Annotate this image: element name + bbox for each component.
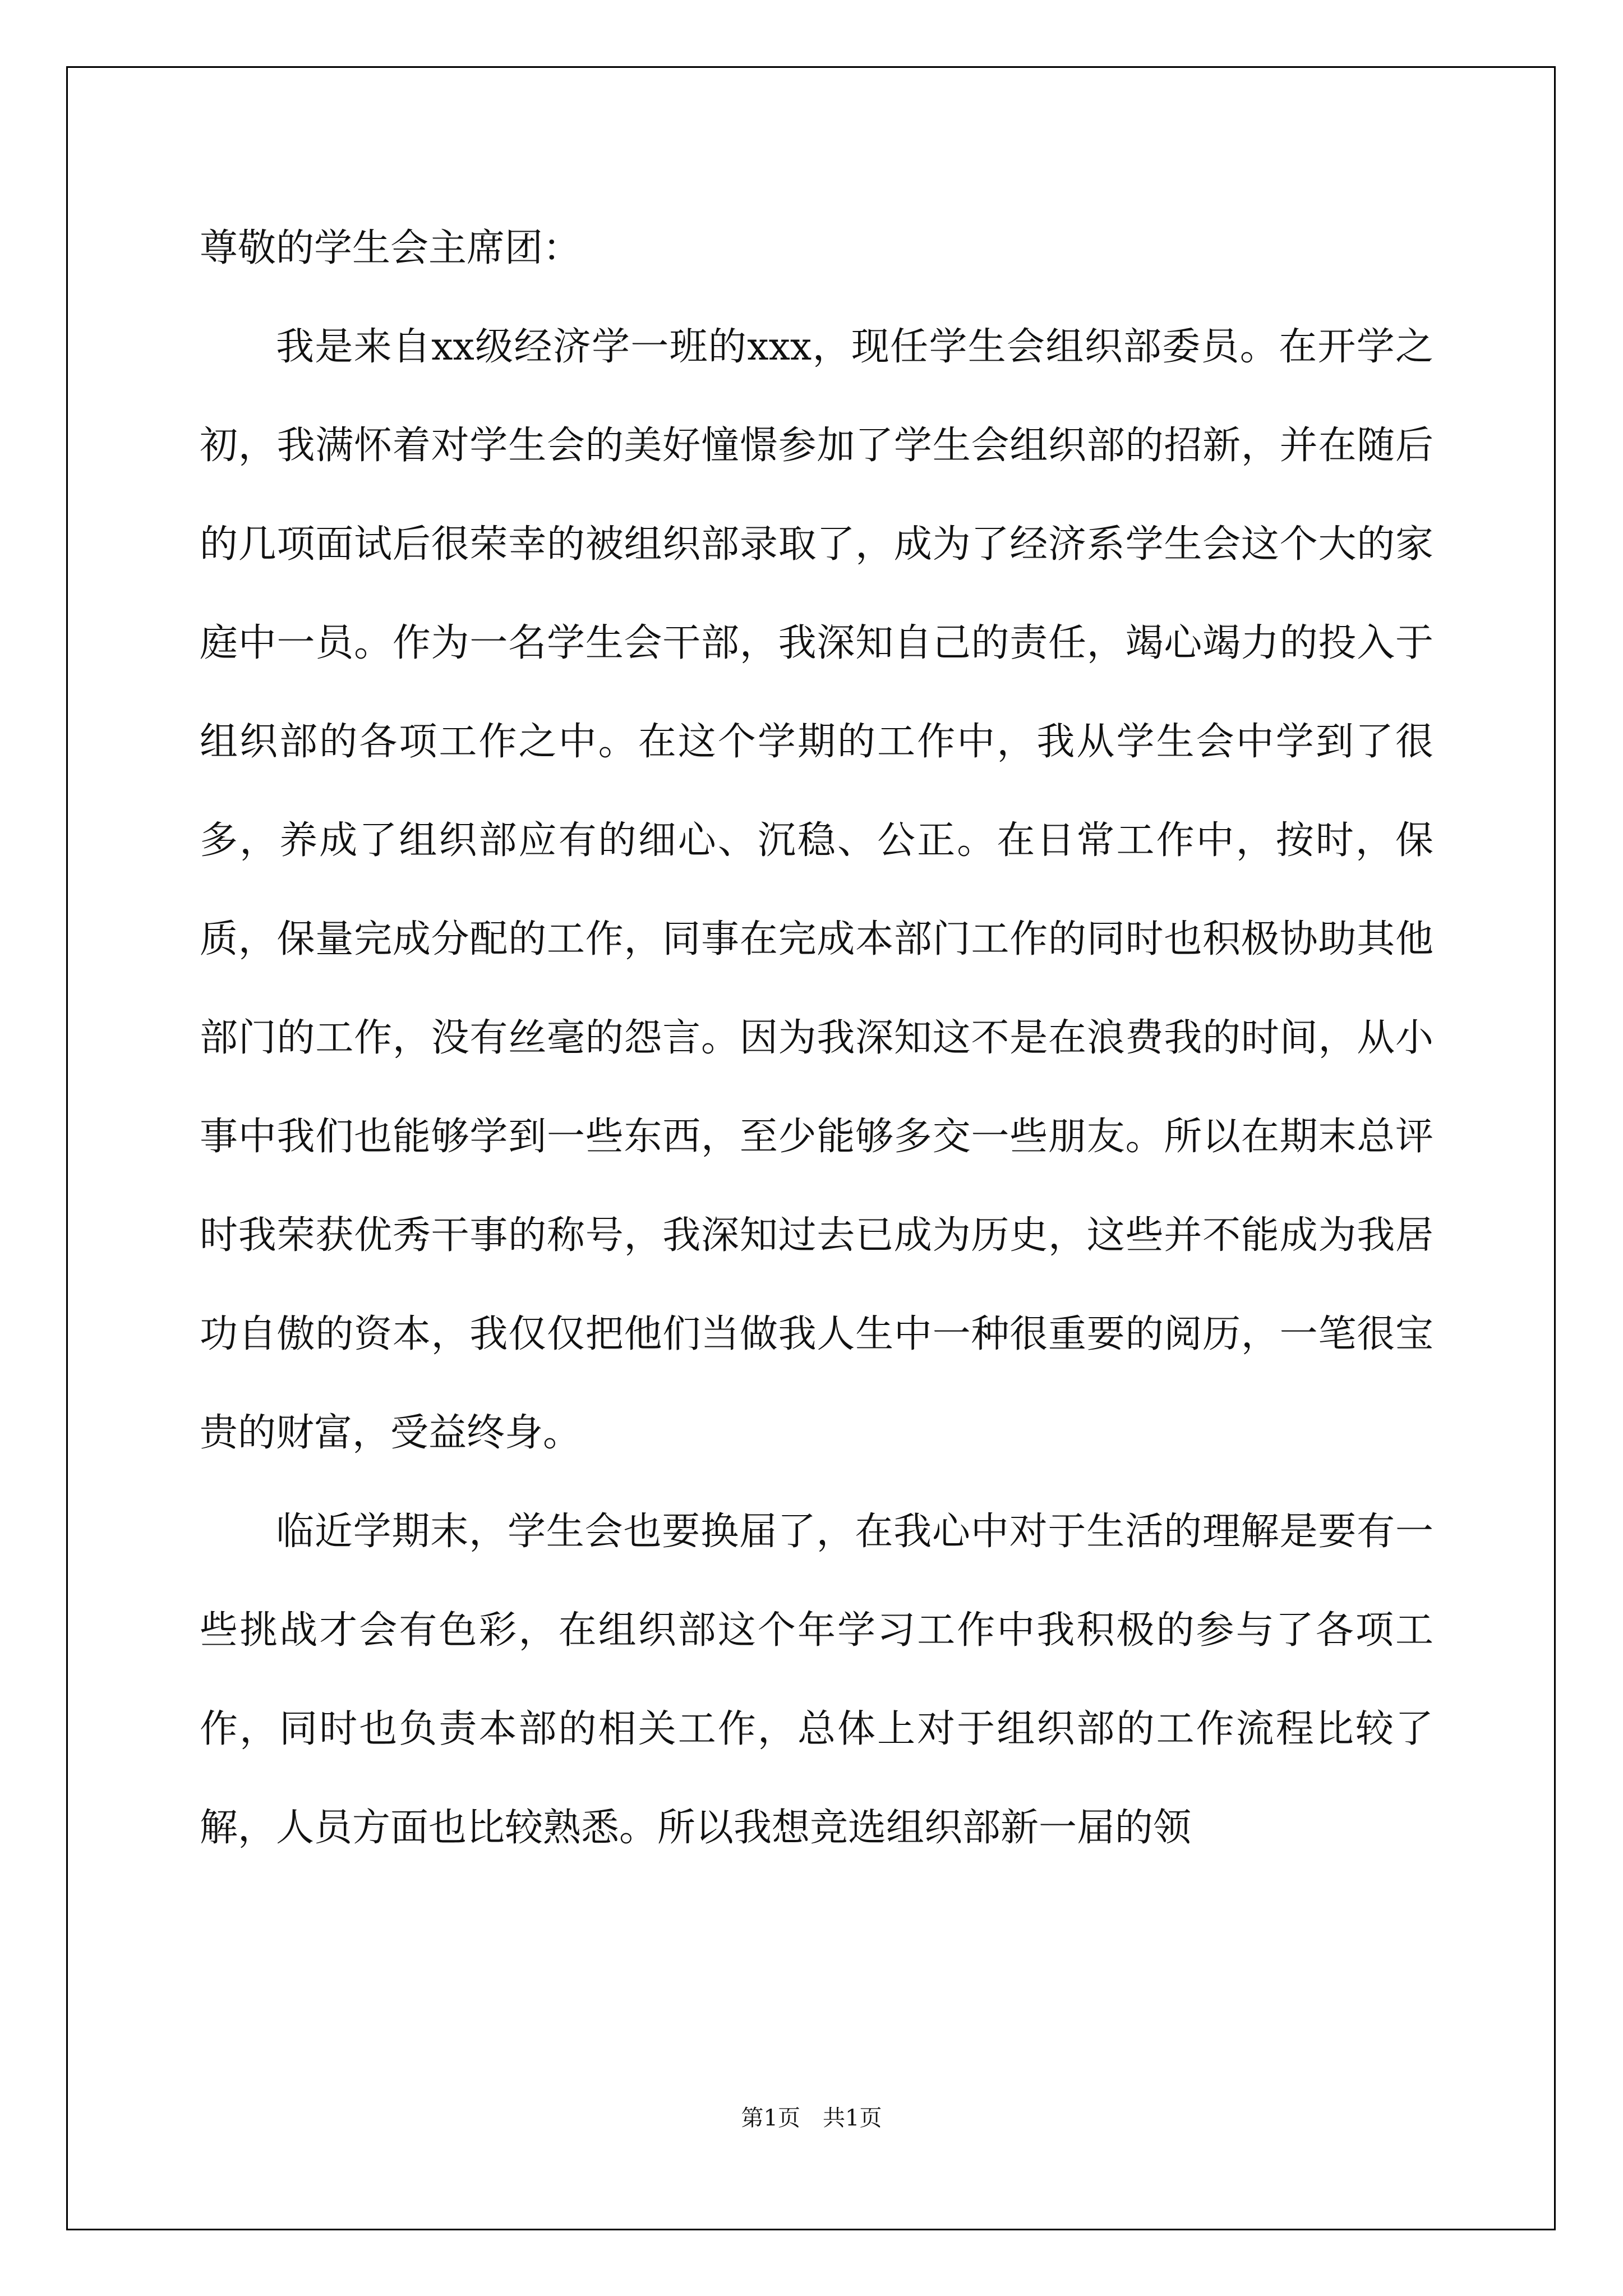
page-number: 第1页 (741, 2105, 800, 2131)
page-total: 共1页 (823, 2105, 882, 2131)
page-footer (0, 2102, 1623, 2134)
paragraph-2: 临近学期末，学生会也要换届了，在我心中对于生活的理解是要有一些挑战才会有色彩，在组织部这个年学习工作中我积极的参与了各项工作，同时也负责本部的相关工作，总体上对于组织部的工作流程比较了解，人员方面也比较熟悉。所以我想竞选组织部新一届的领 (200, 1510, 1433, 1850)
salutation: 尊敬的学生会主席团： (200, 226, 582, 270)
paragraph-1: 我是来自xx级经济学一班的xxx，现任学生会组织部委员。在开学之初，我满怀着对学生会的美好憧憬参加了学生会组织部的招新，并在随后的几项面试后很荣幸的被组织部录取了，成为了经济系学生会这个大的家庭中一员。作为一名学生会干部，我深知自己的责任，竭心竭力的投入于组织部的各项工作之中。在这个学期的工作中，我从学生会中学到了很多，养成了组织部应有的细心、沉稳、公正。在日常工作中，按时，保质，保量完成分配的工作，同事在完成本部门工作的同时也积极协助其他部门的工作，没有丝毫的怨言。因为我深知这不是在浪费我的时间，从小事中我们也能够学到一些东西，至少能够多交一些朋友。所以在期末总评时我荣获优秀干事的称号，我深知过去已成为历史，这些并不能成为我居功自傲的资本，我仅仅把他们当做我人生中一种很重要的阅历，一笔很宝贵的财富，受益终身。 (200, 325, 1433, 1455)
document-body (200, 199, 1433, 1878)
